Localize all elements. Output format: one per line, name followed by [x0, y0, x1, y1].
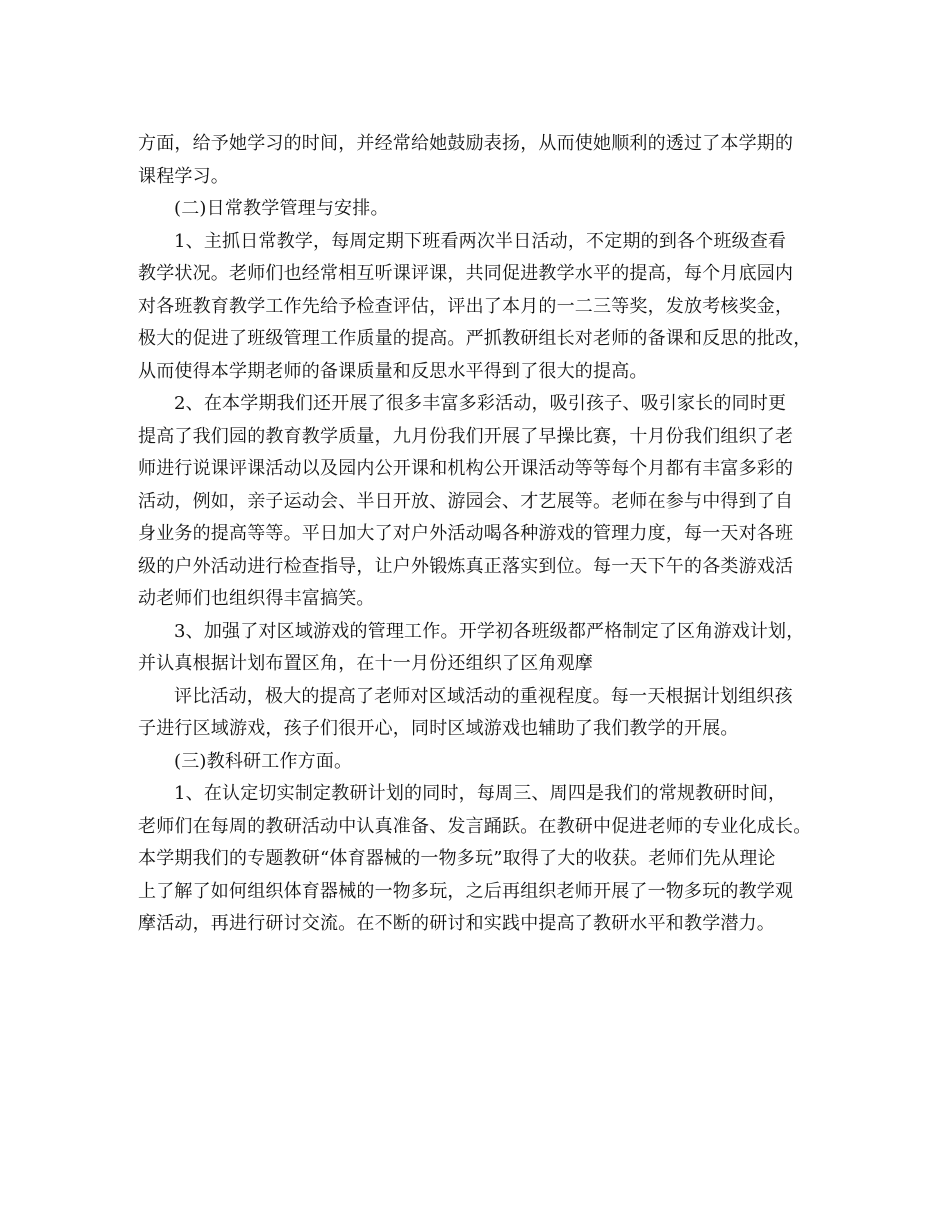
text-line: 活动，例如，亲子运动会、半日开放、游园会、才艺展等。老师在参与中得到了自	[138, 490, 794, 512]
text-line: 老师们在每周的教研活动中认真准备、发言踊跃。在教研中促进老师的专业化成长。	[138, 815, 812, 837]
text-line: 师进行说课评课活动以及园内公开课和机构公开课活动等等每个月都有丰富多彩的	[138, 458, 794, 479]
text-line: 2、在本学期我们还开展了很多丰富多彩活动，吸引孩子、吸引家长的同时更	[174, 393, 787, 414]
text-line: 对各班教育教学工作先给予检查评估，评出了本月的一二三等奖，发放考核奖金，	[138, 295, 794, 317]
text-line: 评比活动，极大的提高了老师对区域活动的重视程度。每一天根据计划组织孩	[174, 685, 793, 707]
section-heading: (三)教科研工作方面。	[174, 750, 353, 772]
text-line: 子进行区域游戏，孩子们很开心，同时区域游戏也辅助了我们教学的开展。	[138, 718, 739, 739]
text-line: 动老师们也组织得丰富搞笑。	[138, 588, 375, 609]
text-line: 级的户外活动进行检查指导，让户外锻炼真正落实到位。每一天下午的各类游戏活	[138, 555, 794, 577]
text-line: 从而使得本学期老师的备课质量和反思水平得到了很大的提高。	[138, 360, 648, 382]
text-line: 极大的促进了班级管理工作质量的提高。严抓教研组长对老师的备课和反思的批改，	[138, 328, 812, 349]
text-line: 1、在认定切实制定教研计划的同时，每周三、周四是我们的常规教研时间，	[174, 783, 787, 804]
text-line: 课程学习。	[138, 165, 229, 187]
section-heading: (二)日常教学管理与安排。	[174, 198, 389, 219]
text-line: 3、加强了对区域游戏的管理工作。开学初各班级都严格制定了区角游戏计划，	[174, 620, 805, 642]
text-line: 上了解了如何组织体育器械的一物多玩，之后再组织老师开展了一物多玩的教学观	[138, 880, 794, 902]
text-line: 1、主抓日常教学，每周定期下班看两次半日活动，不定期的到各个班级查看	[174, 230, 787, 252]
text-line: 提高了我们园的教育教学质量，九月份我们开展了早操比赛，十月份我们组织了老	[138, 425, 794, 447]
document-body	[138, 128, 818, 941]
text-line: 身业务的提高等等。平日加大了对户外活动喝各种游戏的管理力度，每一天对各班	[138, 523, 794, 544]
text-line: 方面，给予她学习的时间，并经常给她鼓励表扬，从而使她顺利的透过了本学期的	[138, 133, 794, 154]
text-line: 教学状况。老师们也经常相互听课评课，共同促进教学水平的提高，每个月底园内	[138, 263, 794, 284]
text-line: 并认真根据计划布置区角，在十一月份还组织了区角观摩	[138, 653, 593, 674]
text-line: 本学期我们的专题教研“体育器械的一物多玩”取得了大的收获。老师们先从理论	[138, 848, 776, 869]
text-line: 摩活动，再进行研讨交流。在不断的研讨和实践中提高了教研水平和教学潜力。	[138, 913, 775, 934]
